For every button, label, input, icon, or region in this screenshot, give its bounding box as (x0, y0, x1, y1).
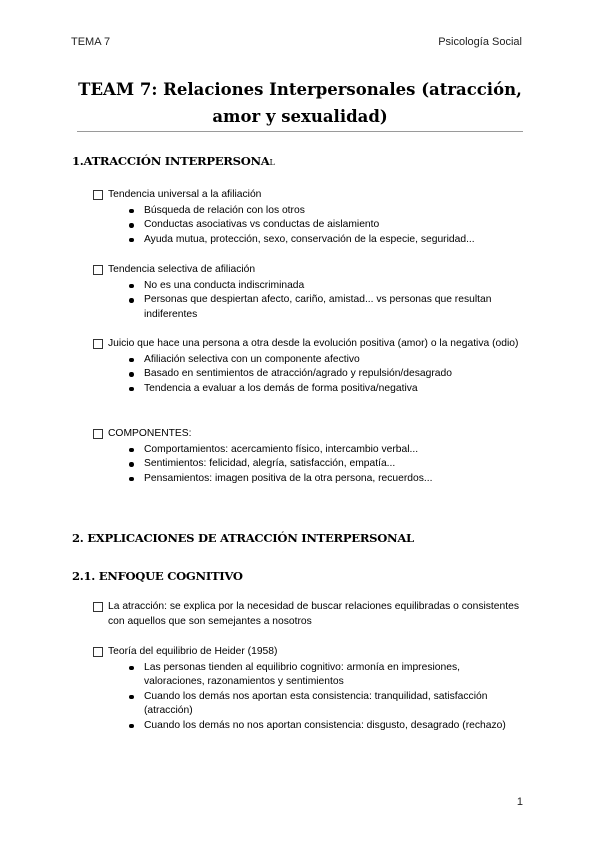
header-subject: Psicología Social (438, 36, 522, 48)
checklist-item (93, 188, 523, 247)
bullet-item (93, 457, 523, 472)
bullet-text: Las personas tienden al equilibrio cognitivo: armonía en impresiones, valoraciones, razonamientos y sentimientos (144, 661, 460, 687)
bullet-icon (129, 477, 134, 482)
checkbox[interactable] (93, 339, 103, 349)
checklist-item (93, 337, 523, 396)
bullet-item (93, 690, 523, 719)
bullet-item (93, 719, 523, 734)
bullet-icon (129, 358, 134, 363)
page-number: 1 (516, 796, 523, 808)
bullet-list (93, 661, 523, 734)
bullet-item (93, 661, 523, 690)
bullet-icon (129, 724, 134, 729)
header-topic: TEMA 7 (71, 36, 111, 48)
bullet-icon (129, 209, 134, 214)
bullet-list (93, 353, 523, 397)
checkbox[interactable] (93, 602, 103, 612)
bullet-text: No es una conducta indiscriminada (144, 279, 305, 291)
bullet-item (93, 218, 523, 233)
checklist-item-text: COMPONENTES: (108, 428, 192, 439)
bullet-icon (129, 387, 134, 392)
checklist-item-text: Tendencia selectiva de afiliación (108, 264, 256, 275)
checklist-item-text: Teoría del equilibrio de Heider (1958) (108, 646, 278, 657)
checklist-item (93, 427, 523, 486)
section-1-heading-tail: L (269, 158, 275, 167)
bullet-icon (129, 284, 134, 289)
checkbox[interactable] (93, 429, 103, 439)
bullet-text: Basado en sentimientos de atracción/agrado y repulsión/desagrado (144, 368, 452, 379)
bullet-list (93, 279, 523, 323)
bullet-item (93, 233, 523, 248)
bullet-item (93, 204, 523, 219)
bullet-text: Cuando los demás nos aportan esta consistencia: tranquilidad, satisfacción (atracción) (144, 690, 488, 716)
bullet-item (93, 443, 523, 458)
bullet-text: Afiliación selectiva con un componente afectivo (144, 353, 360, 365)
checklist-item (93, 263, 523, 322)
bullet-icon (129, 462, 134, 467)
page-title: TEAM 7: Relaciones Interpersonales (atracción, amor y sexualidad) (78, 80, 522, 126)
bullet-item (93, 293, 523, 322)
bullet-text: Personas que despiertan afecto, cariño, amistad... vs personas que resultan indiferentes (144, 294, 492, 320)
bullet-icon (129, 372, 134, 377)
bullet-text: Ayuda mutua, protección, sexo, conservación de la especie, seguridad... (144, 233, 475, 245)
section-2-1-heading: 2.1. ENFOQUE COGNITIVO (72, 569, 243, 583)
bullet-item (93, 367, 523, 382)
bullet-text: Comportamientos: acercamiento físico, intercambio verbal... (144, 443, 419, 455)
bullet-item (93, 353, 523, 368)
bullet-item (93, 382, 523, 397)
checklist-item-text: La atracción: se explica por la necesidad de buscar relaciones equilibradas o consistentes con aquellos que son semejantes a nosotros (108, 601, 519, 627)
bullet-text: Sentimientos: felicidad, alegría, satisfacción, empatía... (144, 458, 396, 469)
bullet-item (93, 279, 523, 294)
bullet-text: Cuando los demás no nos aportan consistencia: disgusto, desagrado (rechazo) (144, 719, 506, 731)
bullet-text: Conductas asociativas vs conductas de aislamiento (144, 219, 380, 230)
title-divider (77, 131, 523, 132)
checkbox[interactable] (93, 265, 103, 275)
checklist-item (93, 600, 523, 629)
section-2-heading: 2. EXPLICACIONES DE ATRACCIÓN INTERPERSONAL (72, 531, 414, 545)
bullet-icon (129, 666, 134, 671)
bullet-list (93, 443, 523, 487)
bullet-text: Búsqueda de relación con los otros (144, 204, 305, 216)
bullet-icon (129, 223, 134, 228)
checklist-item-text: Tendencia universal a la afiliación (108, 189, 262, 200)
section-1-heading-text: 1.ATRACCIÓN INTERPERSONA (72, 154, 270, 168)
checkbox[interactable] (93, 190, 103, 200)
checklist-item-text: Juicio que hace una persona a otra desde la evolución positiva (amor) o la negativa (odio) (108, 338, 519, 349)
bullet-item (93, 472, 523, 487)
bullet-text: Tendencia a evaluar a los demás de forma positiva/negativa (144, 382, 418, 394)
section-1-heading (72, 154, 275, 168)
checklist-item (93, 645, 523, 733)
bullet-icon (129, 695, 134, 700)
bullet-text: Pensamientos: imagen positiva de la otra persona, recuerdos... (144, 472, 433, 484)
checkbox[interactable] (93, 647, 103, 657)
bullet-icon (129, 448, 134, 453)
bullet-icon (129, 238, 134, 243)
bullet-icon (129, 298, 134, 303)
bullet-list (93, 204, 523, 248)
